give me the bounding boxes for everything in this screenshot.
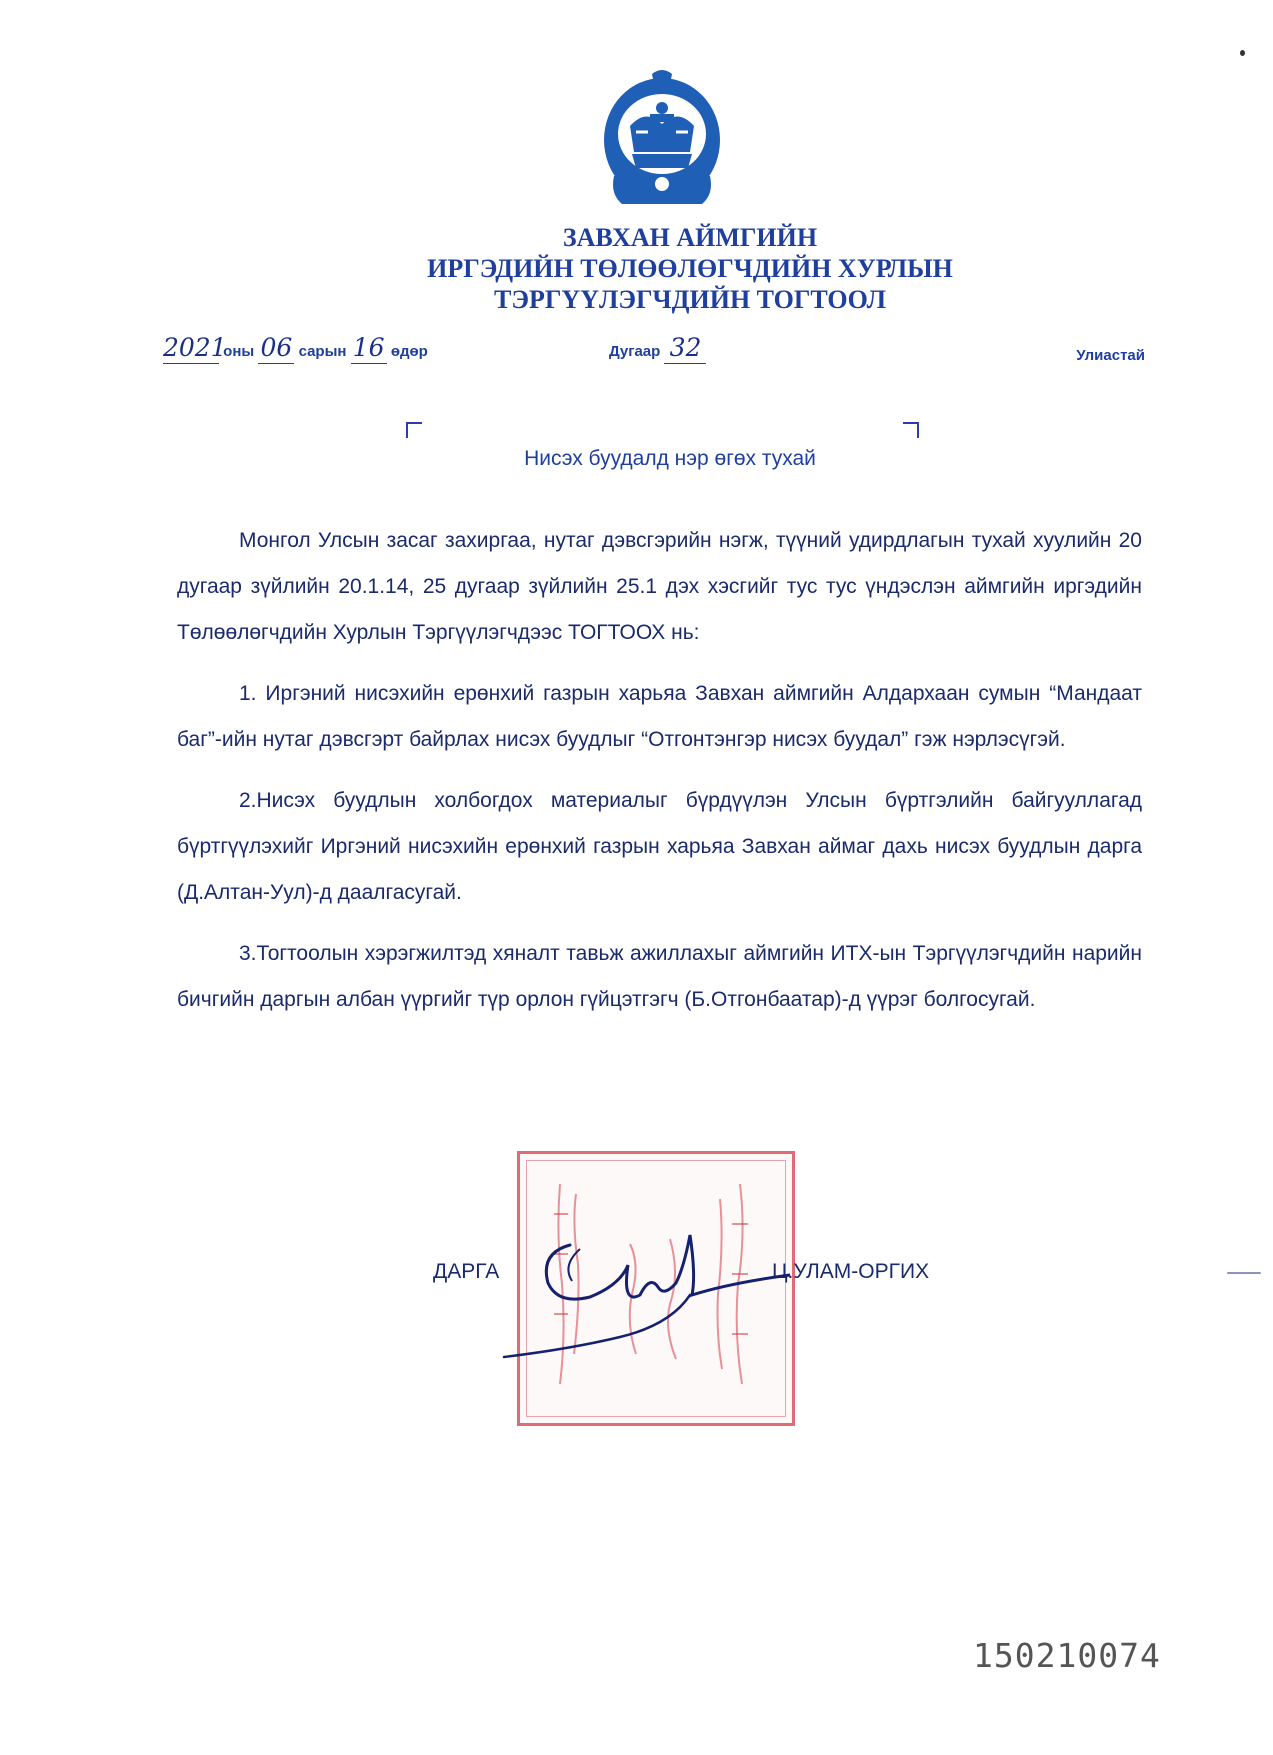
date-year: 2021 [163,333,227,362]
signature-position: ДАРГА [433,1260,500,1283]
body-item-3: 3.Тогтоолын хэрэгжилтэд хяналт тавьж ажиллахыг аймгийн ИТХ-ын Тэргүүлэгчдийн нарийн бичгийн даргын албан үүргийг түр орлон гүйцэтгэгч (Б.Отгонбаатар)-д үүрэг болгосугай. [177,942,1142,1011]
document-body [177,518,1142,1038]
body-item-1: 1. Иргэний нисэхийн ерөнхий газрын харьяа Завхан аймгийн Алдархаан сумын “Мандаат баг”-ийн нутаг дэвсгэрт байрлах нисэх буудлыг “Отгонтэнгэр нисэх буудал” гэж нэрлэсүгэй. [177,682,1142,751]
date-month-suffix: сарын [298,343,347,360]
document-number-group [609,333,706,364]
title-corner-right [903,422,919,438]
date-day: 16 [352,333,385,362]
date-month: 06 [260,333,293,362]
document-number: 32 [669,333,702,362]
document-header [300,222,1080,315]
number-label: Дугаар [609,343,661,360]
scan-mark [1227,1272,1261,1274]
date-group [163,333,428,364]
title-corner-left [406,422,422,438]
state-emblem-icon [600,68,724,210]
document-title: Нисэх буудалд нэр өгөх тухай [524,447,816,470]
date-line [0,333,1273,377]
header-line-3: ТЭРГҮҮЛЭГЧДИЙН ТОГТООЛ [494,285,886,314]
header-line-2: ИРГЭДИЙН ТӨЛӨӨЛӨГЧДИЙН ХУРЛЫН [427,254,953,283]
date-day-suffix: өдөр [390,343,428,360]
date-year-suffix: оны [223,343,255,360]
body-intro: Монгол Улсын засаг захиргаа, нутаг дэвсгэрийн нэгж, түүний удирдлагын тухай хуулийн 20 дугаар зүйлийн 20.1.14, 25 дугаар зүйлийн 25.1 дэх хэсгийг тус тус үндэслэн аймгийн иргэдийн Төлөөлөгчдийн Хурлын Тэргүүлэгчдээс ТОГТООХ нь: [177,529,1142,644]
city-name: Улиастай [1076,347,1145,364]
header-line-1: ЗАВХАН АЙМГИЙН [562,223,818,252]
scan-speck [1240,50,1245,56]
serial-number: 150210074 [973,1636,1161,1675]
body-item-2: 2.Нисэх буудлын холбогдох материалыг бүрдүүлэн Улсын бүртгэлийн байгууллагад бүртгүүлэхийг Иргэний нисэхийн ерөнхий газрын харьяа Завхан аймаг дахь нисэх буудлын дарга (Д.Алтан-Уул)-д даалгасугай. [177,789,1142,904]
signature-name: Ц.УЛАМ-ОРГИХ [772,1260,930,1283]
handwritten-signature-icon [500,1205,790,1365]
